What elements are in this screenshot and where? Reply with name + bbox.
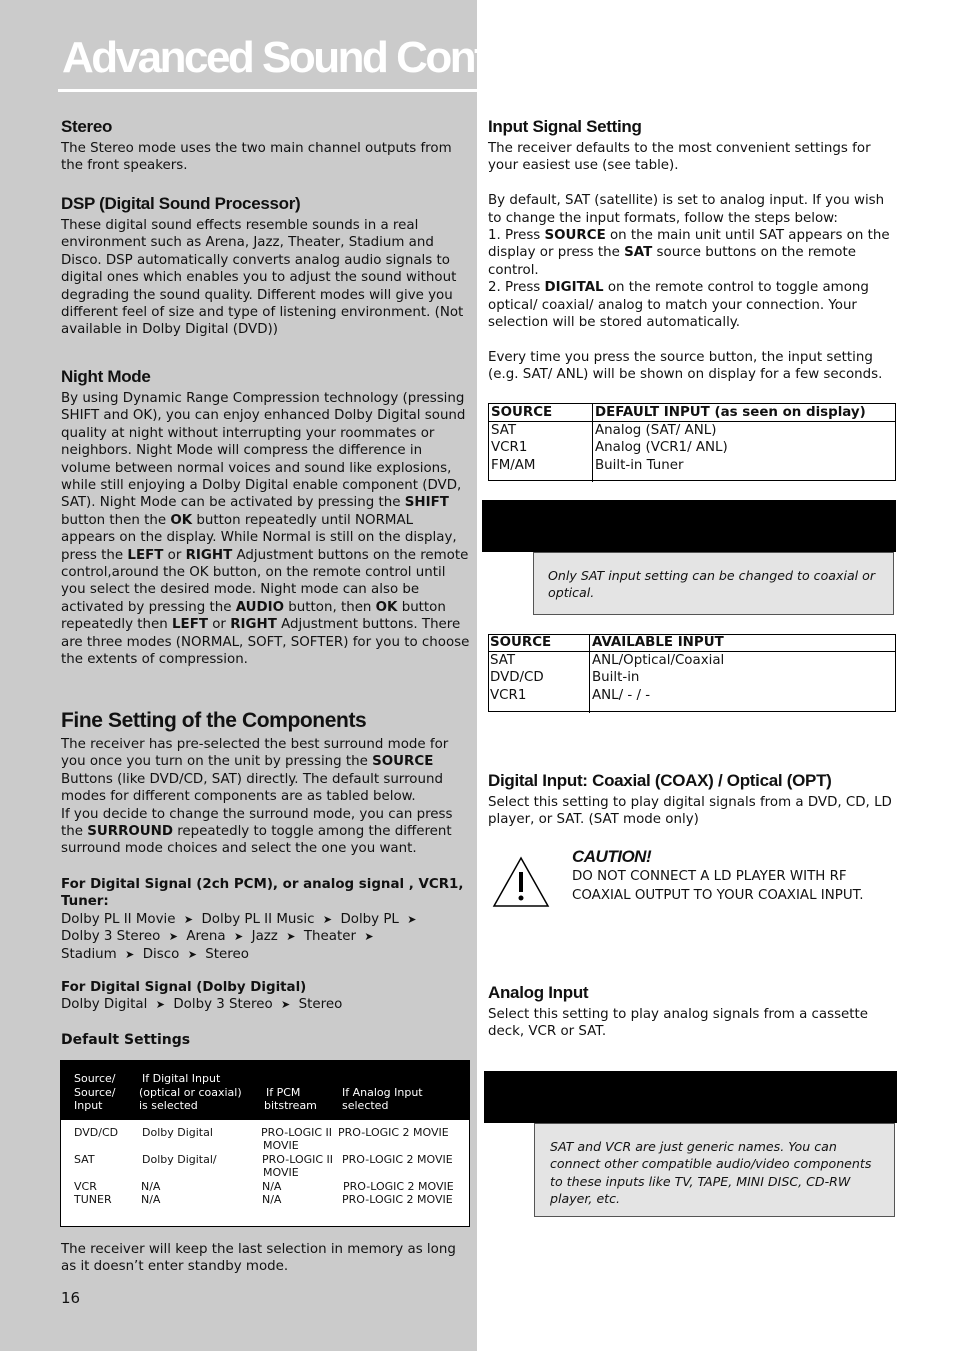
arrow-right-icon: ➤	[187, 947, 197, 961]
arrow-right-icon: ➤	[281, 998, 291, 1012]
page-number: 16	[61, 1289, 81, 1307]
digital-input-body: Select this setting to play digital signals from a DVD, CD, LD player, or SAT. (SAT mode only)	[488, 795, 892, 828]
night-mode-heading: Night Mode	[61, 367, 151, 386]
table-cell: ANL/Optical/Coaxial	[592, 653, 725, 668]
table-cell: SAT	[490, 653, 516, 668]
input-signal-display-note: Every time you press the source button, the input setting (e.g. SAT/ ANL) will be shown on display for a few seconds.	[488, 349, 883, 383]
table-cell: VCR1	[491, 440, 528, 455]
analog-input-heading: Analog Input	[488, 983, 589, 1002]
available-input-table	[488, 634, 896, 712]
night-mode-section	[61, 367, 471, 669]
note-bar	[482, 500, 896, 552]
table-cell: SAT	[491, 423, 517, 438]
arrow-right-icon: ➤	[168, 930, 178, 944]
input-signal-step-2: 2. Press DIGITAL on the remote control to toggle among optical/ coaxial/ analog to match your connection. Your selection will be stored automatically.	[488, 280, 869, 331]
table-cell: Dolby Digital	[142, 1126, 213, 1139]
arrow-right-icon: ➤	[125, 947, 135, 961]
note-bar	[484, 1071, 897, 1123]
column-header: SOURCE	[491, 405, 553, 420]
stereo-heading: Stereo	[61, 117, 113, 136]
memory-note: The receiver will keep the last selection in memory as long as it doesn’t enter standby mode.	[61, 1242, 456, 1275]
note-box-sat: Only SAT input setting can be changed to coaxial or optical.	[533, 552, 894, 615]
table-cell: N/A	[141, 1193, 161, 1206]
stereo-body: The Stereo mode uses the two main channel outputs from the front speakers.	[61, 141, 452, 174]
table-cell: FM/AM	[491, 458, 536, 473]
column-header: DEFAULT INPUT (as seen on display)	[595, 405, 866, 420]
table-cell: VCR1	[490, 688, 527, 703]
night-mode-body: By using Dynamic Range Compression technology (pressing SHIFT and OK), you can enjoy enhanced Dolby Digital sound quality at night without interrupting your roommates or neighbors. Night Mode will compress the difference in volume between normal voices and sound like explosions, while still enjoying a Dolby Digital enable component (DVD, SAT). Night Mode can be activated by pressing the SHIFT button then the OK button repeatedly until NORMAL appears on the display. While Normal is still on the display, press the LEFT or RIGHT Adjustment buttons on the remote control,around the OK button, on the remote control until you select the desired mode. Night mode can also be activated by pressing the AUDIO button, then OK button repeatedly then LEFT or RIGHT Adjustment buttons. There are three modes (NORMAL, SOFT, SOFTER) for you to choose the extents of compression.	[61, 391, 470, 668]
arrow-right-icon: ➤	[234, 930, 244, 944]
fine-setting-heading: Fine Setting of the Components	[61, 709, 367, 732]
table-cell: N/A	[262, 1193, 282, 1206]
stereo-section	[61, 117, 471, 175]
page-title: Advanced Sound Control	[62, 33, 535, 82]
input-signal-step-1: 1. Press SOURCE on the main unit until SAT appears on the display or press the SAT source buttons on the remote control.	[488, 228, 890, 278]
sequence-2-heading: For Digital Signal (Dolby Digital)	[61, 980, 307, 995]
sequence-2-list: Dolby Digital ➤ Dolby 3 Stereo ➤ Stereo	[61, 997, 343, 1013]
table-cell: Analog (VCR1/ ANL)	[595, 440, 728, 455]
fine-setting-section	[61, 709, 471, 858]
table-cell: MOVIE	[263, 1166, 299, 1179]
column-header: AVAILABLE INPUT	[592, 635, 724, 650]
table-cell: SAT	[74, 1153, 95, 1166]
default-settings-table	[60, 1060, 470, 1227]
input-signal-intro: The receiver defaults to the most convenient settings for your easiest use (see table).	[488, 141, 871, 174]
table-cell: DVD/CD	[490, 670, 544, 685]
table-cell: PRO-LOGIC 2 MOVIE	[343, 1180, 454, 1193]
table-cell: PRO-LOGIC 2 MOVIE	[338, 1126, 449, 1139]
table-cell: PRO-LOGIC II	[261, 1126, 333, 1139]
table-cell: MOVIE	[263, 1139, 299, 1152]
table-cell: TUNER	[74, 1193, 112, 1206]
arrow-right-icon: ➤	[364, 930, 374, 944]
table-cell: Built-in Tuner	[595, 458, 684, 473]
surround-sequence-2	[61, 979, 471, 1014]
caution-section	[572, 846, 896, 905]
default-settings-heading: Default Settings	[61, 1032, 191, 1048]
input-signal-heading: Input Signal Setting	[488, 117, 642, 136]
caution-text: DO NOT CONNECT A LD PLAYER WITH RF COAXIAL OUTPUT TO YOUR COAXIAL INPUT.	[572, 869, 864, 903]
arrow-right-icon: ➤	[183, 912, 194, 926]
table-cell: VCR	[74, 1180, 97, 1193]
dsp-heading: DSP (Digital Sound Processor)	[61, 194, 301, 213]
table-cell: PRO-LOGIC II	[262, 1153, 334, 1166]
digital-input-section	[488, 771, 898, 829]
caution-title: CAUTION!	[572, 847, 652, 866]
arrow-right-icon: ➤	[286, 930, 296, 944]
arrow-right-icon: ➤	[407, 912, 417, 926]
input-signal-section	[488, 117, 898, 384]
note-box-generic-names: SAT and VCR are just generic names. You can connect other compatible audio/video components to these inputs like TV, TAPE, MINI DISC, CD-RW player, etc.	[534, 1123, 895, 1217]
dsp-body: These digital sound effects resemble sounds in a real environment such as Arena, Jazz, Theater, Stadium and Disco. DSP automatically converts analog audio signals to digital ones which enables you to adjust the sound without degrading the sound quality. Different modes will give you different feel of size and type of listening environment. (Not available in Dolby Digital (DVD))	[61, 218, 464, 338]
table-cell: DVD/CD	[74, 1126, 119, 1139]
title-underline	[58, 89, 477, 92]
dsp-section	[61, 194, 471, 339]
arrow-right-icon: ➤	[155, 998, 165, 1012]
default-table-header: Source/ Source/ Input If Digital Input (optical or coaxial) is selected If PCM bitstream If Analog Input selected	[61, 1061, 469, 1120]
table-cell: Built-in	[592, 670, 640, 685]
table-cell: PRO-LOGIC 2 MOVIE	[342, 1153, 453, 1166]
table-cell: ANL/ - / -	[592, 688, 651, 703]
sequence-1-list: Dolby PL II Movie ➤ Dolby PL II Music ➤ Dolby PL ➤ Dolby 3 Stereo ➤ Arena ➤ Jazz ➤ Theater ➤ Stadium ➤ Disco ➤ Stereo	[61, 911, 471, 963]
table-cell: N/A	[262, 1180, 282, 1193]
surround-sequence-1	[61, 876, 471, 963]
default-input-table	[488, 403, 896, 481]
warning-icon	[492, 856, 550, 908]
table-cell: Analog (SAT/ ANL)	[595, 423, 717, 438]
table-cell: PRO-LOGIC 2 MOVIE	[342, 1193, 453, 1206]
table-cell: Dolby Digital/	[142, 1153, 217, 1166]
table-cell: N/A	[141, 1180, 161, 1193]
column-header: SOURCE	[490, 635, 552, 650]
fine-setting-body: The receiver has pre-selected the best surround mode for you once you turn on the unit by pressing the SOURCE Buttons (like DVD/CD, SAT) directly. The default surround modes for different components are as tabled below. If you decide to change the surround mode, you can press the SURROUND repeatedly to toggle among the different surround mode choices and select the one you want.	[61, 737, 453, 857]
digital-input-heading: Digital Input: Coaxial (COAX) / Optical (OPT)	[488, 771, 832, 790]
sequence-1-heading: For Digital Signal (2ch PCM), or analog signal , VCR1, Tuner:	[61, 877, 464, 910]
analog-input-body: Select this setting to play analog signals from a cassette deck, VCR or SAT.	[488, 1007, 869, 1040]
analog-input-section	[488, 983, 898, 1041]
input-signal-default: By default, SAT (satellite) is set to analog input. If you wish to change the input formats, follow the steps below:	[488, 193, 885, 226]
arrow-right-icon: ➤	[322, 912, 333, 926]
